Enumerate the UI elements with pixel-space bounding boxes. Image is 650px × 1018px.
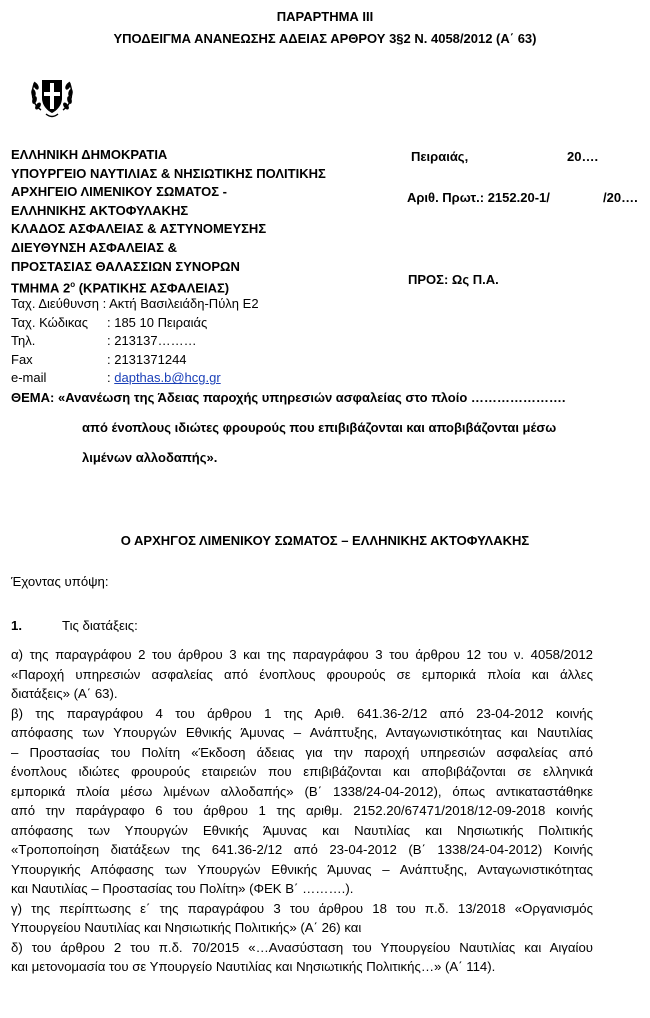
subject-line-1: ΘΕΜΑ: «Ανανέωση της Άδειας παροχής υπηρεσιών ασφαλείας στο πλοίο …………………. <box>11 390 566 405</box>
paragraph-line: και μετονομασία του σε Υπουργείο Ναυτιλίας και Νησιωτικής Πολιτικής…» (Α΄ 114). <box>11 959 496 974</box>
subject-line-3: λιμένων αλλοδαπής». <box>82 450 218 465</box>
subject-line-2: από ένοπλους ιδιώτες φρουρούς που επιβιβάζονται και αποβιβάζονται μέσω <box>82 420 557 435</box>
contact-block <box>11 295 259 388</box>
authority-line: ΕΛΛΗΝΙΚΗΣ ΑΚΤΟΦΥΛΑΚΗΣ <box>11 202 189 218</box>
email-link[interactable]: dapthas.b@hcg.gr <box>114 370 221 386</box>
protocol-number: Αριθ. Πρωτ.: 2152.20-1/ <box>407 190 550 205</box>
paragraph-line: διατάξεις» (Α΄ 63). <box>11 686 118 701</box>
postcode-row: Ταχ. Κώδικας : 185 10 Πειραιάς <box>11 314 208 330</box>
paragraph-line: α) της παραγράφου 2 του άρθρου 3 και της παραγράφου 3 του άρθρου 12 του ν. 4058/2012 <box>11 647 593 662</box>
authority-line: ΕΛΛΗΝΙΚΗ ΔΗΜΟΚΡΑΤΙΑ <box>11 147 168 162</box>
paragraph-line: εμπορικά πλοία μέσω λιμένων αλλοδαπής» (Β΄ 1338/24-04-2012), όπως αντικαταστάθηκε <box>11 783 593 799</box>
email-row: e-mail : dapthas.b@hcg.gr <box>11 370 221 386</box>
address-row: Ταχ. Διεύθυνση : Ακτή Βασιλειάδη-Πύλη Ε2 <box>11 296 259 311</box>
paragraph-line: ένοπλους ιδιώτες φρουρούς εταιρειών που επιβιβάζονται και αποβιβάζονται σε ελληνικά <box>11 764 593 779</box>
paragraph-line: «Τροποποίηση διατάξεων της 641.36-2/12 από 23-04-2012 (Β΄ 1338/24-04-2012) Κοινής <box>11 842 593 857</box>
paragraph-line: – Προστασίας του Πολίτη «Έκδοση άδειας για την παροχή υπηρεσιών ασφαλείας από <box>11 744 593 760</box>
authority-line: ΔΙΕΥΘΥΝΣΗ ΑΣΦΑΛΕΙΑΣ & <box>11 239 177 255</box>
department-line: ΤΜΗΜΑ $2^o$ (ΚΡΑΤΙΚΗΣ ΑΣΦΑΛΕΙΑΣ) <box>11 280 230 296</box>
place: Πειραιάς, <box>411 149 469 164</box>
paragraph-line: «Παροχή υπηρεσιών ασφαλείας από ένοπλους φρουρούς σε εμπορικά πλοία και άλλες <box>11 666 593 682</box>
fax-row: Fax : 2131371244 <box>11 351 187 367</box>
paragraph-line: απόφασης των Υπουργών Εθνικής Άμυνας και Ναυτιλίας και Νησιωτικής Πολιτικής <box>11 822 593 838</box>
protocol-year: /20…. <box>603 190 638 205</box>
authority-line: ΚΛΑΔΟΣ ΑΣΦΑΛΕΙΑΣ & ΑΣΤΥΝΟΜΕΥΣΗΣ <box>11 221 267 237</box>
greek-emblem-icon <box>24 68 80 124</box>
paragraph-line: και Ναυτιλίας – Προστασίας του Πολίτη» (ΦΕΚ Β΄ ……….). <box>11 881 354 896</box>
authority-line: ΠΡΟΣΤΑΣΙΑΣ ΘΑΛΑΣΣΙΩΝ ΣΥΝΟΡΩΝ <box>11 258 240 274</box>
section-title: Τις διατάξεις: <box>62 618 138 633</box>
authority-line: ΑΡΧΗΓΕΙΟ ΛΙΜΕΝΙΚΟΥ ΣΩΜΑΤΟΣ - <box>11 184 227 200</box>
paragraph-line: γ) της περίπτωσης ε΄ της παραγράφου 3 του άρθρου 18 του π.δ. 13/2018 «Οργανισμός <box>11 900 593 916</box>
recipient: ΠΡΟΣ: Ως Π.Α. <box>408 272 499 287</box>
provisions-body <box>11 645 593 977</box>
annex-title: ΠΑΡΑΡΤΗΜΑ ΙΙΙ <box>276 9 374 24</box>
paragraph-line: δ) του άρθρου 2 του π.δ. 70/2015 «…Ανασύσταση του Υπουργείου Ναυτιλίας και Αιγαίου <box>11 939 593 955</box>
paragraph-line: β) της παραγράφου 4 του άρθρου 1 της Αριθ. 641.36-2/12 από 23-04-2012 κοινής <box>11 705 593 721</box>
paragraph-line: Υπουργικής Απόφασης των Υπουργών Εθνικής Άμυνας – Ανάπτυξης, Ανταγωνιστικότητας <box>11 861 593 877</box>
phone-row: Τηλ. : 213137……… <box>11 333 197 349</box>
authority-line: ΥΠΟΥΡΓΕΙΟ ΝΑΥΤΙΛΙΑΣ & ΝΗΣΙΩΤΙΚΗΣ ΠΟΛΙΤΙΚΗΣ <box>11 165 326 181</box>
paragraph-line: απόφασης των Υπουργών Εθνικής Άμυνας – Ανάπτυξης, Ανταγωνιστικότητας και Ναυτιλίας <box>11 725 593 740</box>
authority-block <box>11 146 326 298</box>
document-subtitle: ΥΠΟΔΕΙΓΜΑ ΑΝΑΝΕΩΣΗΣ ΑΔΕΙΑΣ ΑΡΘΡΟΥ 3§2 Ν. 4058/2012 (Α΄ 63) <box>113 31 537 46</box>
considering-heading: Έχοντας υπόψη: <box>11 574 109 589</box>
date: 20…. <box>567 149 599 164</box>
chief-title: Ο ΑΡΧΗΓΟΣ ΛΙΜΕΝΙΚΟΥ ΣΩΜΑΤΟΣ – ΕΛΛΗΝΙΚΗΣ ΑΚΤΟΦΥΛΑΚΗΣ <box>120 533 530 548</box>
paragraph-line: Υπουργείου Ναυτιλίας και Νησιωτικής Πολιτικής» (Α΄ 26) και <box>11 920 362 935</box>
section-number: 1. <box>11 618 22 633</box>
subject-label: ΘΕΜΑ: <box>11 390 55 405</box>
paragraph-line: από την παράγραφο 6 του άρθρου 1 της αριθμ. 2152.20/67471/2018/12-09-2018 κοινής <box>11 803 593 818</box>
